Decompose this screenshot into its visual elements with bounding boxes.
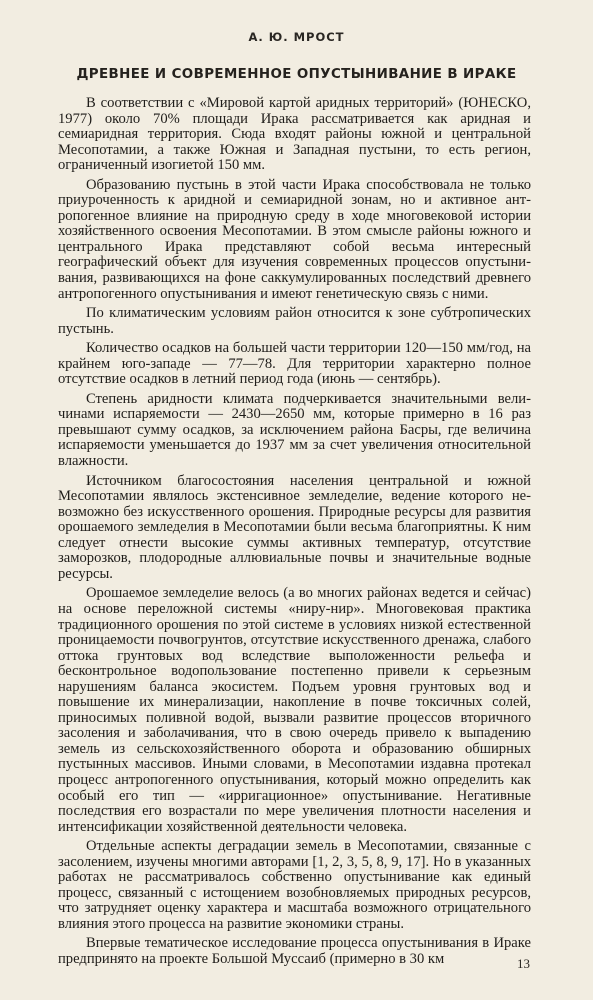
paragraph: Впервые тематическое исследование процесса опустынивания в Ираке предпринято на проекте Большой Муссаиб (примерно в 30 км	[58, 935, 531, 967]
paragraph: Источником благосостояния населения центральной и южной Месопотамии являлось экстенсивное земледелие, ведение которого невозможно без искусственного орошения. Природные ресурсы для развития орошаемого земледелия в Месопотамии были весьма благоприятны. К ним следует отнести высокие суммы активных температур, отсутствие заморозков, плодородные аллювиальные почвы и значительные водные ресурсы.	[58, 472, 531, 582]
article-body	[58, 96, 531, 972]
paragraph: В соответствии с «Мировой картой аридных территорий» (ЮНЕСКО, 1977) около 70% площади Ирака рассматривается как аридная и семиаридная территория. Сюда входят районы южной и центральной Месопотамии, а также Южная и Западная пустыни, то есть регион, ограниченный изогиетой 150 мм.	[58, 95, 531, 174]
paragraph: Степень аридности климата подчеркивается значительными величинами испаряемости — 2430—2650 мм, которые примерно в 16 раз превышают сумму осадков, за исключением района Басры, где величина испаряемости уменьшается до 1937 мм за счет увеличения относительной влажности.	[58, 390, 531, 470]
page-number: 13	[517, 956, 530, 971]
paragraph: Количество осадков на большей части территории 120—150 мм/год, на крайнем юго-западе — 77—78. Для территории характерно полное отсутствие осадков в летний период года (июнь — сентябрь).	[58, 340, 531, 388]
author-name: А. Ю. МРОСТ	[248, 30, 345, 44]
paragraph: Отдельные аспекты деградации земель в Месопотамии, связанные с засолением, изучены многими авторами [1, 2, 3, 5, 8, 9, 17]. Но в указанных работах не рассматривалось собственно опустынивание как единый процесс, связанный с истощением возобновляемых природных ресурсов, что затрудняет оценку характера и масштаба возможного отрицательного влияния этого процесса на развитие экономики страны.	[58, 838, 531, 932]
paragraph: По климатическим условиям район относится к зоне субтропических пустынь.	[58, 305, 531, 337]
paragraph: Орошаемое земледелие велось (а во многих районах ведется и сейчас) на основе переложной системы «ниру-нир». Многовековая практика традиционного орошения по этой системе в условиях низкой естественной проницаемости почвогрунтов, отсутствие искусственного дренажа, слабого оттока грунтовых вод вследствие выположенности рельефа и бесконтрольное водопользование постепенно привели к серьезным нарушениям баланса экосистем. Подъем уровня грунтовых вод и повышение их минерализации, накопление в почве токсичных солей, приносимых поливной водой, вызвали развитие процессов вторичного засоления и заболачивания, что в свою очередь привело к выпадению земель из сельскохозяйственного оборота и образованию обширных пустынных массивов. Иными словами, в Месопотамии издавна протекал процесс антропогенного опустынивания, который можно определить как особый его тип — «ирригационное» опустынивание. Негативные последствия его возрастали по мере увеличения плотности населения и интенсификации хозяйственной деятельности человека.	[58, 585, 531, 835]
paragraph: Образованию пустынь в этой части Ирака способствовала не только приуроченность к аридной и семиаридной зонам, но и активное антропогенное влияние на природную среду в ходе многовековой истории хозяйственного освоения Месопотамии. В этом смысле районы южного и центрального Ирака представляют собой весьма интересный географический объект для изучения современных процессов опустынивания, развивающихся на фоне саккумулированных последствий древнего антропогенного опустынивания и имеют генетическую связь с ними.	[58, 176, 531, 302]
article-title: ДРЕВНЕЕ И СОВРЕМЕННОЕ ОПУСТЫНИВАНИЕ В ИРАКЕ	[76, 67, 517, 82]
